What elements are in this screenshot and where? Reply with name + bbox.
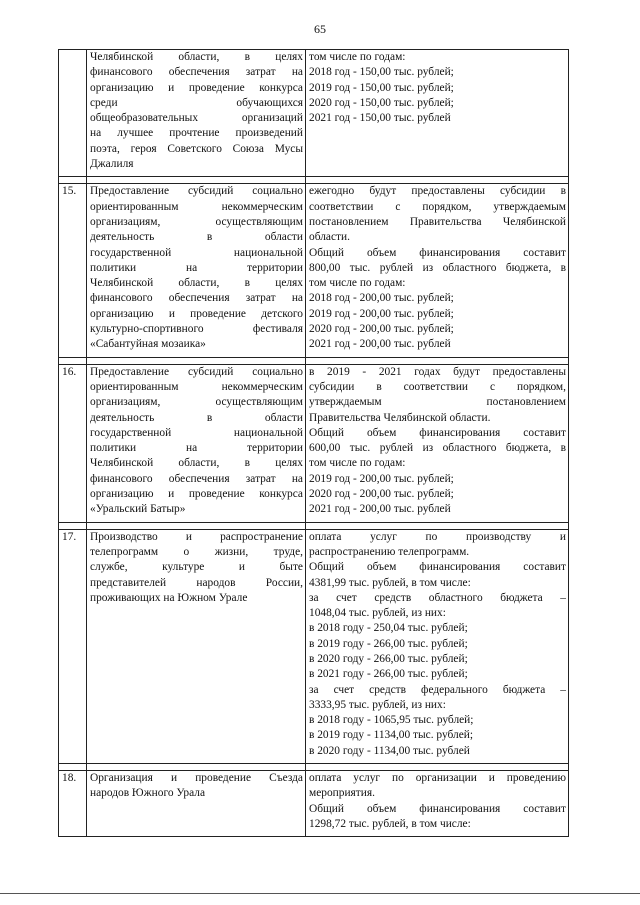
description-line: культурно-спортивного фестиваля: [90, 323, 303, 336]
financing-line: ежегодно будут предоставлены субсидии в: [309, 185, 566, 198]
measure-description: [87, 364, 306, 522]
financing-line: в 2020 году - 1134,00 тыс. рублей: [309, 744, 470, 757]
description-line: политики на территории: [90, 261, 303, 274]
financing-description: [306, 529, 569, 763]
financing-line: в 2021 году - 266,00 тыс. рублей;: [309, 668, 468, 681]
table-row: [59, 50, 569, 177]
description-line: деятельность в области: [90, 231, 303, 244]
item-number: 15.: [59, 184, 87, 357]
table-row: [59, 364, 569, 522]
item-number: 18.: [59, 771, 87, 837]
financing-line: Общий объем финансирования составит: [309, 426, 566, 439]
description-line: Предоставление субсидий социально: [90, 365, 303, 378]
table-row: [59, 184, 569, 357]
financing-description: [306, 364, 569, 522]
financing-line: Общий объем финансирования составит: [309, 802, 566, 815]
row-spacer: [59, 357, 569, 364]
program-table: [58, 49, 569, 837]
financing-line: 2018 год - 200,00 тыс. рублей;: [309, 292, 454, 305]
description-line: организациям, осуществляющим: [90, 396, 303, 409]
financing-line: 2021 год - 200,00 тыс. рублей: [309, 338, 451, 351]
description-line: проживающих на Южном Урале: [90, 591, 248, 604]
financing-description: [306, 771, 569, 837]
financing-line: Общий объем финансирования составит: [309, 561, 566, 574]
measure-description: [87, 771, 306, 837]
description-line: среди обучающихся: [90, 96, 303, 109]
financing-line: в 2018 году - 250,04 тыс. рублей;: [309, 622, 468, 635]
financing-line: за счет средств областного бюджета –: [309, 591, 566, 604]
description-line: финансового обеспечения затрат на: [90, 472, 303, 485]
description-line: Предоставление субсидий социально: [90, 185, 303, 198]
financing-line: распространению телепрограмм.: [309, 545, 470, 558]
description-line: финансового обеспечения затрат на: [90, 292, 303, 305]
description-line: Организация и проведение Съезда: [90, 772, 303, 785]
table-row: [59, 529, 569, 763]
financing-line: 2020 год - 200,00 тыс. рублей;: [309, 323, 454, 336]
table-row: [59, 771, 569, 837]
financing-description: [306, 184, 569, 357]
financing-line: 1298,72 тыс. рублей, в том числе:: [309, 817, 471, 830]
financing-line: оплата услуг по организации и проведению: [309, 772, 566, 785]
page-number: 65: [314, 22, 326, 36]
measure-description: [87, 50, 306, 177]
financing-line: 1048,04 тыс. рублей, из них:: [309, 607, 446, 620]
description-line: народов Южного Урала: [90, 787, 206, 800]
item-number: [59, 50, 87, 177]
financing-line: том числе по годам:: [309, 277, 406, 290]
measure-description: [87, 184, 306, 357]
description-line: Челябинской области, в целях: [90, 277, 303, 290]
financing-line: 2021 год - 150,00 тыс. рублей: [309, 112, 451, 125]
description-line: общеобразовательных организаций: [90, 112, 303, 125]
financing-line: 2018 год - 150,00 тыс. рублей;: [309, 66, 454, 79]
page-bottom-rule: [0, 893, 640, 894]
financing-description: [306, 50, 569, 177]
row-spacer: [59, 177, 569, 184]
financing-line: в 2019 году - 1134,00 тыс. рублей;: [309, 729, 474, 742]
description-line: организацию и проведение детского: [90, 307, 303, 320]
measure-description: [87, 529, 306, 763]
financing-line: в 2020 году - 266,00 тыс. рублей;: [309, 652, 468, 665]
financing-line: 2021 год - 200,00 тыс. рублей: [309, 503, 451, 516]
item-number: 16.: [59, 364, 87, 522]
financing-line: 600,00 тыс. рублей из областного бюджета, в: [309, 442, 566, 455]
financing-line: том числе по годам:: [309, 457, 406, 470]
description-line: на лучшее прочтение произведений: [90, 127, 303, 140]
financing-line: мероприятия.: [309, 787, 375, 800]
description-line: организацию и проведение конкурса: [90, 81, 303, 94]
description-line: службе, культуре и быте: [90, 561, 303, 574]
description-line: Челябинской области, в целях: [90, 457, 303, 470]
financing-line: в 2018 году - 1065,95 тыс. рублей;: [309, 714, 474, 727]
description-line: поэта, героя Советского Союза Мусы: [90, 142, 303, 155]
financing-line: 4381,99 тыс. рублей, в том числе:: [309, 576, 471, 589]
financing-line: соответствии с порядком, утверждаемым: [309, 200, 566, 213]
description-line: государственной национальной: [90, 426, 303, 439]
description-line: финансового обеспечения затрат на: [90, 66, 303, 79]
description-line: Челябинской области, в целях: [90, 51, 303, 63]
financing-line: области.: [309, 231, 350, 244]
description-line: политики на территории: [90, 442, 303, 455]
description-line: ориентированным некоммерческим: [90, 380, 303, 393]
financing-line: Правительства Челябинской области.: [309, 411, 491, 424]
financing-line: за счет средств федерального бюджета –: [309, 683, 566, 696]
description-line: телепрограмм о жизни, труде,: [90, 545, 303, 558]
financing-line: в 2019 году - 266,00 тыс. рублей;: [309, 637, 468, 650]
row-spacer: [59, 764, 569, 771]
description-line: «Уральский Батыр»: [90, 503, 186, 516]
financing-line: субсидии в соответствии с порядком,: [309, 380, 566, 393]
financing-line: том числе по годам:: [309, 51, 406, 63]
financing-line: 800,00 тыс. рублей из областного бюджета, в: [309, 261, 566, 274]
financing-line: утверждаемым постановлением: [309, 396, 566, 409]
description-line: организациям, осуществляющим: [90, 215, 303, 228]
description-line: деятельность в области: [90, 411, 303, 424]
financing-line: 2019 год - 200,00 тыс. рублей;: [309, 307, 454, 320]
description-line: организацию и проведение конкурса: [90, 488, 303, 501]
description-line: «Сабантуйная мозаика»: [90, 338, 206, 351]
item-number: 17.: [59, 529, 87, 763]
description-line: Джалиля: [90, 158, 134, 171]
description-line: государственной национальной: [90, 246, 303, 259]
row-spacer: [59, 522, 569, 529]
description-line: Производство и распространение: [90, 530, 303, 543]
financing-line: постановлением Правительства Челябинской: [309, 215, 566, 228]
description-line: представителей народов России,: [90, 576, 303, 589]
financing-line: 2020 год - 200,00 тыс. рублей;: [309, 488, 454, 501]
financing-line: в 2019 - 2021 годах будут предоставлены: [309, 365, 566, 378]
financing-line: оплата услуг по производству и: [309, 530, 566, 543]
financing-line: Общий объем финансирования составит: [309, 246, 566, 259]
financing-line: 2020 год - 150,00 тыс. рублей;: [309, 96, 454, 109]
financing-line: 2019 год - 150,00 тыс. рублей;: [309, 81, 454, 94]
description-line: ориентированным некоммерческим: [90, 200, 303, 213]
financing-line: 2019 год - 200,00 тыс. рублей;: [309, 472, 454, 485]
financing-line: 3333,95 тыс. рублей, из них:: [309, 698, 446, 711]
